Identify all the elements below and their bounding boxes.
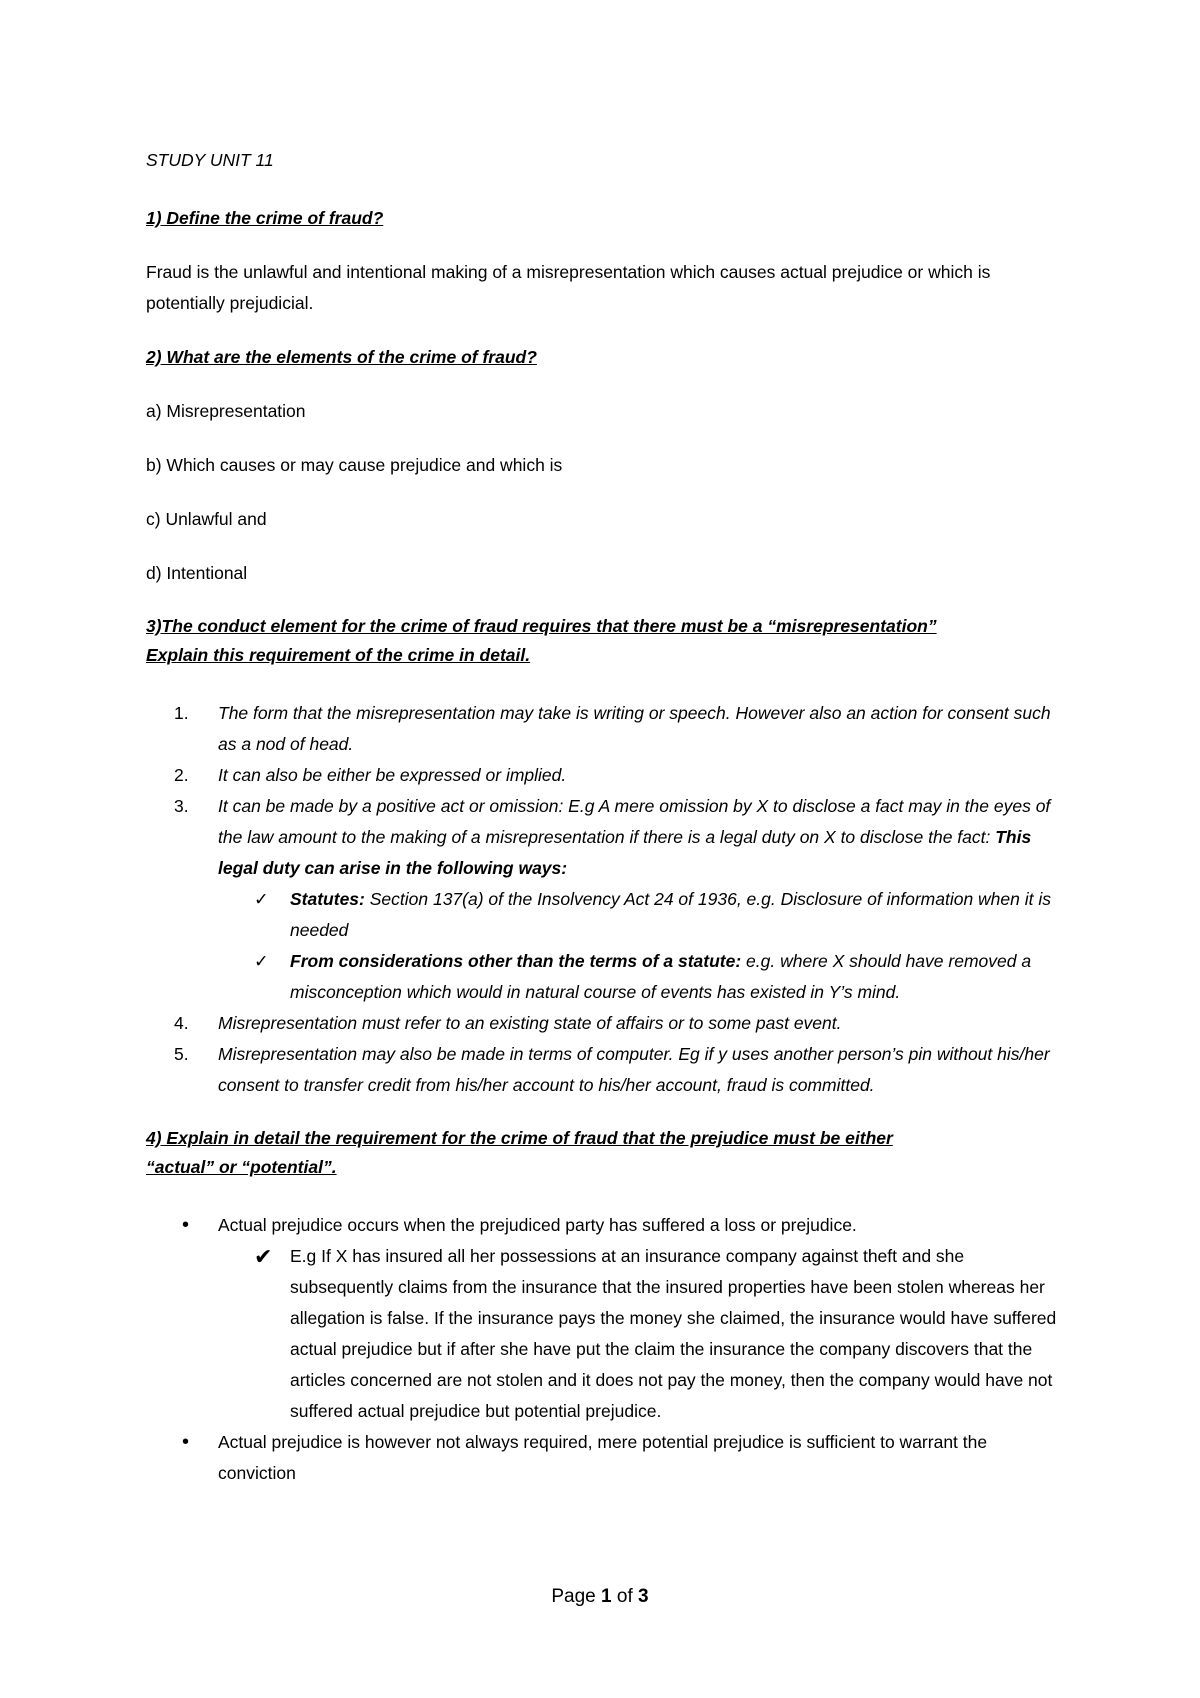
example-text: E.g If X has insured all her possessions at an insurance company against theft and she subsequently claims from the insurance that the insured properties have been stolen whereas her allegation is false. If the insurance pays the money she claimed, the insurance would have suffered actual prejudice but if after she have put the claim the insurance the company discovers that the articles concerned are not stolen and it does not pay the money, then the company would have not suffered actual prejudice but potential prejudice. [290,1246,1057,1421]
page-footer [0,1586,1200,1608]
checkmark-icon: ✔ [254,1244,273,1269]
list-item [146,1008,1066,1039]
list-item [146,791,1066,1008]
list-number: 2. [174,765,189,785]
list-number: 4. [174,1013,189,1033]
question-4-line-2: “actual” or “potential”. [146,1157,337,1177]
list-item [146,760,1066,791]
element-d: d) Intentional [146,563,248,583]
element-b: b) Which causes or may cause prejudice and which is [146,455,563,475]
list-item [146,698,1066,760]
document-title: STUDY UNIT 11 [146,150,274,170]
misrepresentation-list [146,698,1066,1101]
bullet-icon: • [182,1214,190,1236]
bullet-text: Actual prejudice occurs when the prejudiced party has suffered a loss or prejudice. [218,1215,857,1235]
list-item [146,1039,1066,1101]
of-word: of [616,1586,633,1607]
page-word: Page [551,1586,596,1607]
duty-text: e.g. where X should have removed a misconception which would in natural course of events has existed in Y’s mind. [290,951,1032,1002]
bullet-text: Actual prejudice is however not always required, mere potential prejudice is sufficient to warrant the conviction [218,1432,988,1483]
list-item [218,946,1066,1008]
page-total: 3 [638,1586,649,1607]
page-number: 1 [601,1586,612,1607]
document-body [146,148,1066,1489]
element-c: c) Unlawful and [146,509,267,529]
checkmark-icon: ✓ [254,889,269,909]
list-number: 3. [174,796,189,816]
element-a: a) Misrepresentation [146,401,306,421]
list-text: It can also be either be expressed or implied. [218,765,567,785]
question-3-line-1: 3)The conduct element for the crime of fraud requires that there must be a “misrepresentation” [146,616,937,636]
duty-label: Statutes: [290,889,365,909]
question-3 [146,612,1066,670]
list-item [146,1210,1066,1427]
checkmark-icon: ✓ [254,951,269,971]
list-text: The form that the misrepresentation may take is writing or speech. However also an action for consent such as a nod of head. [218,703,1051,754]
question-2: 2) What are the elements of the crime of fraud? [146,347,537,367]
example-list [218,1241,1066,1427]
question-1: 1) Define the crime of fraud? [146,208,384,228]
list-number: 1. [174,703,189,723]
list-text-bold: This legal duty can arise in the following ways: [218,827,1032,878]
list-item [218,884,1066,946]
answer-1: Fraud is the unlawful and intentional making of a misrepresentation which causes actual prejudice or which is potentially prejudicial. [146,262,991,313]
list-text: Misrepresentation must refer to an existing state of affairs or to some past event. [218,1013,842,1033]
list-text: Misrepresentation may also be made in terms of computer. Eg if y uses another person’s pin without his/her consent to transfer credit from his/her account to his/her account, fraud is committed. [218,1044,1050,1095]
list-number: 5. [174,1044,189,1064]
bullet-icon: • [182,1431,190,1453]
question-4 [146,1124,1066,1182]
duty-text: Section 137(a) of the Insolvency Act 24 of 1936, e.g. Disclosure of information when it is needed [290,889,1051,940]
legal-duty-list [218,884,1066,1008]
question-3-line-2: Explain this requirement of the crime in detail. [146,645,531,665]
duty-label: From considerations other than the terms of a statute: [290,951,742,971]
list-item [218,1241,1066,1427]
list-text: It can be made by a positive act or omission: E.g A mere omission by X to disclose a fact may in the eyes of the law amount to the making of a misrepresentation if there is a legal duty on X to disclose the fact: [218,796,1051,847]
question-4-line-1: 4) Explain in detail the requirement for the crime of fraud that the prejudice must be either [146,1128,893,1148]
list-item [146,1427,1066,1489]
prejudice-list [146,1210,1066,1489]
